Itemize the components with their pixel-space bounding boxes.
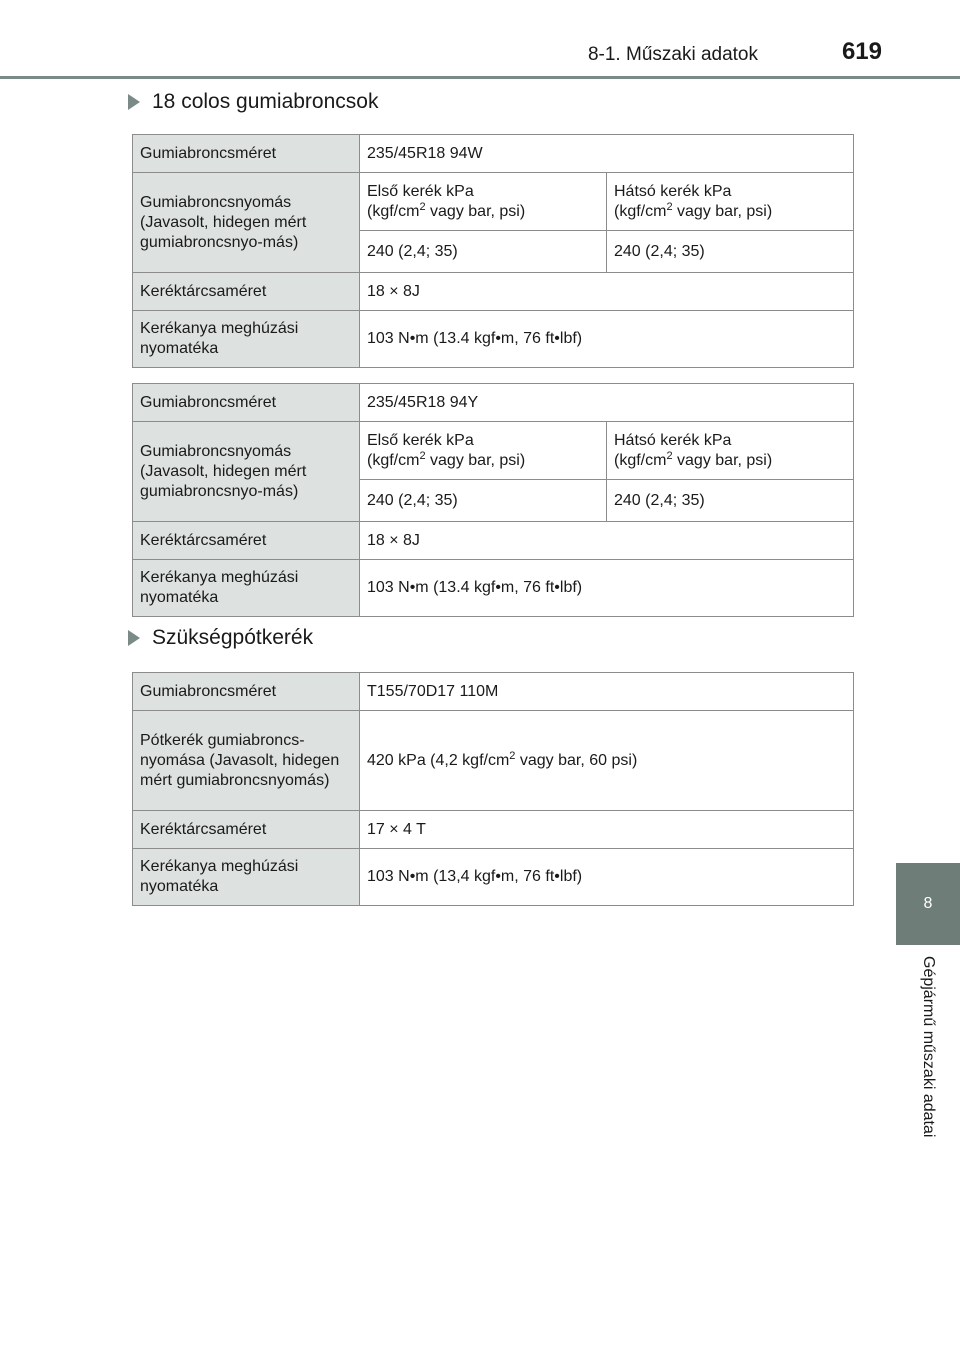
section-title-text: 18 colos gumiabroncsok: [152, 90, 379, 113]
tire-size-value: T155/70D17 110M: [360, 673, 854, 711]
torque-label: Kerékanya meghúzási nyomatéka: [133, 560, 360, 617]
pressure-label: Gumiabroncsnyomás (Javasolt, hidegen mért gumiabroncsnyo-más): [133, 173, 360, 273]
front-pressure-value: 240 (2,4; 35): [360, 231, 607, 273]
torque-value: 103 N•m (13.4 kgf•m, 76 ft•lbf): [360, 560, 854, 617]
tire-size-value: 235/45R18 94W: [360, 135, 854, 173]
page-number: 619: [841, 38, 882, 65]
torque-value: 103 N•m (13.4 kgf•m, 76 ft•lbf): [360, 311, 854, 368]
rear-pressure-header: [607, 173, 854, 231]
rear-unit-prefix: (kgf/cm: [614, 202, 667, 220]
torque-label: Kerékanya meghúzási nyomatéka: [133, 311, 360, 368]
tire-size-label: Gumiabroncsméret: [133, 673, 360, 711]
header-section-title: 8-1. Műszaki adatok: [587, 44, 758, 65]
front-wheel-label: Első kerék kPa: [367, 431, 474, 449]
torque-label: Kerékanya meghúzási nyomatéka: [133, 849, 360, 906]
table-row: [133, 673, 854, 711]
tire-spec-table-94y: [132, 383, 854, 617]
chapter-number: 8: [923, 895, 933, 912]
rear-unit-superscript: 2: [666, 449, 673, 462]
table-row: [133, 173, 854, 231]
rim-size-label: Keréktárcsaméret: [133, 811, 360, 849]
table-row: [133, 811, 854, 849]
section-title-text: Szükségpótkerék: [152, 626, 314, 649]
spare-pressure-superscript: 2: [509, 749, 516, 762]
triangle-bullet-icon: [128, 94, 140, 110]
table-row: [133, 560, 854, 617]
front-pressure-header: [360, 422, 607, 480]
spare-pressure-label: Pótkerék gumiabroncs-nyomása (Javasolt, hidegen mért gumiabroncsnyomás): [133, 711, 360, 811]
chapter-label-text: Gépjármű műszaki adatai: [920, 956, 937, 1138]
table-row: [133, 422, 854, 480]
rim-size-value: 17 × 4 T: [360, 811, 854, 849]
spare-pressure-value: [360, 711, 854, 811]
table-row: [133, 311, 854, 368]
rim-size-label: Keréktárcsaméret: [133, 522, 360, 560]
front-unit-suffix: vagy bar, psi): [425, 451, 526, 469]
header-divider: [0, 76, 960, 79]
tire-size-label: Gumiabroncsméret: [133, 384, 360, 422]
torque-value: 103 N•m (13,4 kgf•m, 76 ft•lbf): [360, 849, 854, 906]
table-row: [133, 273, 854, 311]
rear-unit-suffix: vagy bar, psi): [672, 451, 773, 469]
rim-size-label: Keréktárcsaméret: [133, 273, 360, 311]
chapter-tab: [896, 863, 960, 945]
front-pressure-value: 240 (2,4; 35): [360, 480, 607, 522]
table-row: [133, 135, 854, 173]
rear-unit-prefix: (kgf/cm: [614, 451, 667, 469]
front-unit-prefix: (kgf/cm: [367, 202, 420, 220]
spare-pressure-prefix: 420 kPa (4,2 kgf/cm: [367, 751, 510, 769]
triangle-bullet-icon: [128, 630, 140, 646]
front-pressure-header: [360, 173, 607, 231]
rear-pressure-value: 240 (2,4; 35): [607, 480, 854, 522]
rear-unit-superscript: 2: [666, 200, 673, 213]
front-unit-superscript: 2: [419, 449, 426, 462]
table-row: [133, 849, 854, 906]
section-title-spare-wheel: [128, 626, 313, 650]
rear-pressure-value: 240 (2,4; 35): [607, 231, 854, 273]
pressure-label: Gumiabroncsnyomás (Javasolt, hidegen mért gumiabroncsnyo-más): [133, 422, 360, 522]
spare-tire-spec-table: [132, 672, 854, 906]
rear-wheel-label: Hátsó kerék kPa: [614, 182, 732, 200]
tire-spec-table-94w: [132, 134, 854, 368]
rim-size-value: 18 × 8J: [360, 522, 854, 560]
chapter-label: [896, 956, 960, 1186]
rear-wheel-label: Hátsó kerék kPa: [614, 431, 732, 449]
front-unit-superscript: 2: [419, 200, 426, 213]
spare-pressure-suffix: vagy bar, 60 psi): [515, 751, 638, 769]
front-unit-suffix: vagy bar, psi): [425, 202, 526, 220]
rear-unit-suffix: vagy bar, psi): [672, 202, 773, 220]
rear-pressure-header: [607, 422, 854, 480]
front-wheel-label: Első kerék kPa: [367, 182, 474, 200]
front-unit-prefix: (kgf/cm: [367, 451, 420, 469]
tire-size-label: Gumiabroncsméret: [133, 135, 360, 173]
rim-size-value: 18 × 8J: [360, 273, 854, 311]
table-row: [133, 384, 854, 422]
table-row: [133, 711, 854, 811]
table-row: [133, 522, 854, 560]
tire-size-value: 235/45R18 94Y: [360, 384, 854, 422]
section-title-18-inch: [128, 90, 378, 114]
